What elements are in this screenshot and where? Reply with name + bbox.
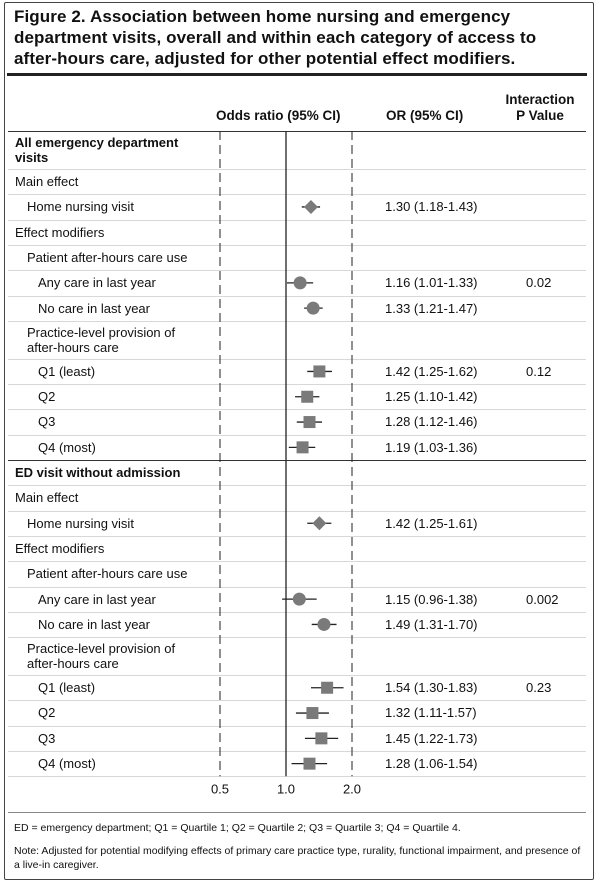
row-label: No care in last year (38, 616, 150, 632)
odds-ratio-value: 1.49 (1.31-1.70) (385, 616, 478, 632)
estimate-square (315, 732, 327, 744)
interaction-p-value: 0.02 (526, 275, 552, 291)
x-tick-label-0.5: 0.5 (210, 781, 230, 797)
x-tick-label-1.0: 1.0 (276, 781, 296, 797)
interaction-header-line2: P Value (516, 108, 564, 123)
odds-ratio-value: 1.42 (1.25-1.61) (385, 515, 478, 531)
odds-ratio-value: 1.33 (1.21-1.47) (385, 300, 478, 316)
odds-ratio-value: 1.54 (1.30-1.83) (385, 680, 478, 696)
estimate-circle (294, 276, 307, 289)
estimate-square (304, 758, 316, 770)
row-label: Effect modifiers (15, 540, 105, 556)
estimate-square (313, 365, 325, 377)
estimate-square (306, 707, 318, 719)
row-label: Practice-level provision of after-hours care (27, 641, 176, 672)
odds-ratio-value: 1.42 (1.25-1.62) (385, 363, 478, 379)
row-label: Patient after-hours care use (27, 249, 188, 265)
estimate-square (321, 682, 333, 694)
estimate-square (301, 391, 313, 403)
row-label: Patient after-hours care use (27, 566, 188, 582)
section-heading: ED visit without admission (15, 465, 181, 480)
row-label: Main effect (15, 174, 79, 189)
plot-header: Odds ratio (95% CI) (216, 108, 341, 123)
odds-ratio-value: 1.28 (1.12-1.46) (385, 414, 478, 430)
row-label: Practice-level provision of after-hours care (27, 324, 176, 355)
interaction-header-line1: Interaction (505, 92, 575, 107)
estimate-circle (293, 593, 306, 606)
or-header: OR (95% CI) (386, 108, 464, 123)
row-label: Any care in last year (38, 275, 156, 291)
odds-ratio-value: 1.30 (1.18-1.43) (385, 199, 478, 215)
row-label: Q4 (most) (38, 439, 96, 455)
odds-ratio-value: 1.32 (1.11-1.57) (385, 705, 477, 721)
interaction-p-value: 0.23 (526, 680, 552, 696)
row-label: Main effect (15, 490, 79, 506)
row-label: Q4 (most) (38, 756, 96, 771)
interaction-p-value: 0.12 (526, 363, 552, 379)
odds-ratio-value: 1.15 (0.96-1.38) (385, 591, 478, 607)
odds-ratio-value: 1.45 (1.22-1.73) (385, 730, 478, 746)
section-heading: All emergency department visits (15, 135, 179, 165)
odds-ratio-value: 1.28 (1.06-1.54) (385, 756, 478, 771)
row-label: Q2 (38, 389, 56, 405)
row-label: Any care in last year (38, 591, 156, 607)
x-tick-label-2.0: 2.0 (342, 781, 362, 797)
estimate-square (304, 416, 316, 428)
odds-ratio-value: 1.25 (1.10-1.42) (385, 389, 478, 405)
estimate-circle (307, 302, 320, 315)
adjustment-note: Note: Adjusted for potential modifying effects of primary care practice type, rurality, functional impairment, and presence of a live-in caregiver. (14, 845, 581, 871)
row-label: Q1 (least) (38, 363, 96, 379)
footnote-rule (8, 812, 586, 813)
interaction-p-value: 0.002 (526, 591, 559, 607)
estimate-circle (317, 618, 330, 631)
abbreviation-footnote: ED = emergency department; Q1 = Quartile 1; Q2 = Quartile 2; Q3 = Quartile 3; Q4 = Quartile 4. (14, 822, 461, 834)
row-label: Home nursing visit (27, 515, 134, 531)
odds-ratio-value: 1.16 (1.01-1.33) (385, 275, 478, 291)
row-label: Q1 (least) (38, 680, 96, 696)
estimate-diamond (312, 516, 326, 530)
row-label: Home nursing visit (27, 199, 134, 215)
row-label: Q2 (38, 705, 56, 721)
row-label: Effect modifiers (15, 224, 105, 240)
row-label: Q3 (38, 414, 56, 430)
row-label: Q3 (38, 730, 56, 746)
estimate-square (297, 441, 309, 453)
odds-ratio-value: 1.19 (1.03-1.36) (385, 439, 478, 455)
estimate-diamond (304, 200, 318, 214)
figure-title: Figure 2. Association between home nursing and emergency department visits, overall and within each category of access to after-hours care, adjusted for other potential effect modifiers. (14, 7, 537, 68)
row-label: No care in last year (38, 300, 150, 316)
